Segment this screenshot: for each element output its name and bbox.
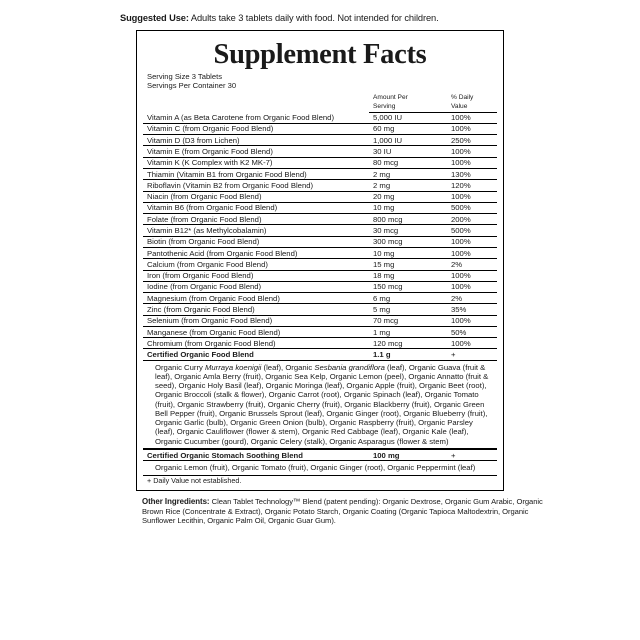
nutrient-daily-value: 100% — [447, 315, 497, 326]
table-row — [143, 157, 497, 168]
table-row — [143, 225, 497, 236]
header-daily-value: % Daily Value — [447, 92, 497, 112]
nutrient-amount: 2 mg — [369, 180, 447, 191]
header-blank — [143, 92, 369, 112]
footnote: + Daily Value not established. — [143, 475, 497, 487]
table-row — [143, 293, 497, 304]
nutrient-name: Vitamin C (from Organic Food Blend) — [143, 123, 369, 134]
nutrient-daily-value: 100% — [447, 146, 497, 157]
nutrient-amount: 1,000 IU — [369, 135, 447, 146]
nutrient-name: Pantothenic Acid (from Organic Food Blend) — [143, 247, 369, 258]
blend-name: Certified Organic Food Blend — [143, 349, 369, 360]
blend-row — [143, 349, 497, 360]
table-row — [143, 315, 497, 326]
nutrient-amount: 120 mcg — [369, 338, 447, 349]
nutrient-name: Calcium (from Organic Food Blend) — [143, 259, 369, 270]
page-title: Supplement Facts — [213, 39, 427, 70]
table-row — [143, 304, 497, 315]
other-ingredients-line2: Organic Brown Rice (Concentrate & Extract), Organic Potato Starch, Organic Coating (Organic Tapioca — [142, 497, 543, 516]
blend-ingredients-cell — [143, 360, 497, 449]
nutrient-amount: 5 mg — [369, 304, 447, 315]
header-amount-per-serving: Amount Per Serving — [369, 92, 447, 112]
serving-info — [143, 73, 497, 90]
nutrient-amount: 10 mg — [369, 202, 447, 213]
table-row — [143, 259, 497, 270]
nutrient-daily-value: 130% — [447, 168, 497, 179]
nutrient-name: Niacin (from Organic Food Blend) — [143, 191, 369, 202]
nutrient-daily-value: 2% — [447, 293, 497, 304]
nutrient-daily-value: 200% — [447, 214, 497, 225]
nutrient-daily-value: 100% — [447, 112, 497, 123]
table-row — [143, 236, 497, 247]
nutrient-amount: 1 mg — [369, 326, 447, 337]
nutrient-name: Chromium (from Organic Food Blend) — [143, 338, 369, 349]
other-ingredients-line3: Maltodextrin, Organic Sunflower Lecithin, Organic Palm Oil, Organic Guar Gum). — [142, 506, 529, 526]
nutrient-amount: 150 mcg — [369, 281, 447, 292]
blend-ingredients-row — [143, 360, 497, 449]
nutrient-daily-value: 500% — [447, 225, 497, 236]
suggested-use-line — [120, 12, 626, 24]
nutrient-amount: 5,000 IU — [369, 112, 447, 123]
nutrient-amount: 30 IU — [369, 146, 447, 157]
servings-per-container: Servings Per Container 30 — [147, 80, 237, 90]
nutrient-amount: 300 mcg — [369, 236, 447, 247]
nutrient-name: Vitamin E (from Organic Food Blend) — [143, 146, 369, 157]
table-row — [143, 270, 497, 281]
nutrient-daily-value: 100% — [447, 236, 497, 247]
nutrient-daily-value: 2% — [447, 259, 497, 270]
nutrient-name: Thiamin (Vitamin B1 from Organic Food Blend) — [143, 168, 369, 179]
nutrient-daily-value: 100% — [447, 123, 497, 134]
table-row — [143, 247, 497, 258]
other-ingredients-line1: Clean Tablet Technology™ Blend (patent pending): Organic Dextrose, Organic Gum Arabic, — [211, 497, 515, 507]
nutrient-amount: 2 mg — [369, 168, 447, 179]
nutrient-name: Zinc (from Organic Food Blend) — [143, 304, 369, 315]
other-ingredients-label: Other Ingredients: — [142, 497, 210, 507]
table-row — [143, 338, 497, 349]
table-row — [143, 281, 497, 292]
blend-ingredients-text: Organic Lemon (fruit), Organic Tomato (fruit), Organic Ginger (root), Organic Peppermint (leaf) — [155, 463, 476, 473]
nutrient-daily-value: 100% — [447, 191, 497, 202]
nutrient-daily-value: 100% — [447, 270, 497, 281]
nutrition-table — [143, 92, 497, 474]
nutrient-name: Iodine (from Organic Food Blend) — [143, 281, 369, 292]
nutrient-amount: 10 mg — [369, 247, 447, 258]
nutrient-name: Vitamin K (K Complex with K2 MK-7) — [143, 157, 369, 168]
nutrient-daily-value: 100% — [447, 281, 497, 292]
nutrient-daily-value: 500% — [447, 202, 497, 213]
table-row — [143, 112, 497, 123]
table-row — [143, 135, 497, 146]
nutrient-name: Vitamin A (as Beta Carotene from Organic Food Blend) — [143, 112, 369, 123]
blend-ingredients-text: Organic Curry Murraya koenigii (leaf), Organic Sesbania grandiflora (leaf), Organic Guava (fruit & leaf), Organic Amla Berry (fruit), Organic Sea Kelp, Organic Lemon (peel), Organic Annatto (fruit & seed), Organic Holy Basil (leaf), Organic Moringa (leaf), Organic Apple (fruit), Organic Beet (root), Organic Broccoli (stalk & flower), Organic Carrot (root), Organic Spinach (leaf), Organic Tomato (fruit), Organic Strawberry (fruit), Organic Cherry (fruit), Organic Blackberry (fruit), Organic Green Bell Pepper (fruit), Organic Brussels Sprout (leaf), Organic Ginger (root), Organic Blueberry (fruit), Organic Garlic (bulb), Organic Green Onion (bulb), Organic Raspberry (fruit), Organic Parsley (leaf), Organic Cauliflower (flower & stem), Organic Red Cabbage (leaf), Organic Kale (leaf), Organic Cucumber (gourd), Organic Celery (stalk), Organic Asparagus (flower & stem) — [143, 361, 497, 449]
supplement-facts-panel — [136, 30, 504, 491]
nutrient-name: Riboflavin (Vitamin B2 from Organic Food Blend) — [143, 180, 369, 191]
blend-ingredients-row — [143, 461, 497, 475]
nutrient-amount: 60 mg — [369, 123, 447, 134]
table-row — [143, 214, 497, 225]
blend-daily-value: + — [447, 349, 497, 360]
nutrient-name: Selenium (from Organic Food Blend) — [143, 315, 369, 326]
nutrient-name: Folate (from Organic Food Blend) — [143, 214, 369, 225]
nutrient-name: Biotin (from Organic Food Blend) — [143, 236, 369, 247]
blend-daily-value: + — [447, 449, 497, 460]
nutrient-daily-value: 100% — [447, 247, 497, 258]
nutrient-name: Vitamin D (D3 from Lichen) — [143, 135, 369, 146]
blend-amount: 100 mg — [369, 449, 447, 460]
blend-amount: 1.1 g — [369, 349, 447, 360]
nutrient-amount: 70 mcg — [369, 315, 447, 326]
nutrient-daily-value: 100% — [447, 338, 497, 349]
nutrient-daily-value: 35% — [447, 304, 497, 315]
nutrient-amount: 800 mcg — [369, 214, 447, 225]
nutrient-daily-value: 120% — [447, 180, 497, 191]
nutrient-amount: 18 mg — [369, 270, 447, 281]
blend-name: Certified Organic Stomach Soothing Blend — [143, 449, 369, 460]
serving-size: Serving Size 3 Tablets — [147, 72, 222, 81]
table-row — [143, 123, 497, 134]
nutrient-amount: 30 mcg — [369, 225, 447, 236]
suggested-use-text: Adults take 3 tablets daily with food. Not intended for children. — [190, 13, 439, 23]
nutrient-name: Vitamin B6 (from Organic Food Blend) — [143, 202, 369, 213]
table-header-row — [143, 92, 497, 112]
table-row — [143, 202, 497, 213]
nutrient-name: Vitamin B12* (as Methylcobalamin) — [143, 225, 369, 236]
nutrient-daily-value: 250% — [447, 135, 497, 146]
nutrient-amount: 6 mg — [369, 293, 447, 304]
nutrient-name: Iron (from Organic Food Blend) — [143, 270, 369, 281]
table-row — [143, 326, 497, 337]
nutrient-amount: 20 mg — [369, 191, 447, 202]
table-row — [143, 191, 497, 202]
nutrient-amount: 15 mg — [369, 259, 447, 270]
table-row — [143, 146, 497, 157]
nutrient-daily-value: 100% — [447, 157, 497, 168]
other-ingredients — [142, 497, 562, 526]
nutrient-name: Manganese (from Organic Food Blend) — [143, 326, 369, 337]
table-row — [143, 180, 497, 191]
nutrient-amount: 80 mcg — [369, 157, 447, 168]
blend-row — [143, 449, 497, 460]
nutrient-name: Magnesium (from Organic Food Blend) — [143, 293, 369, 304]
blend-ingredients-cell — [143, 461, 497, 475]
suggested-use-label: Suggested Use: — [120, 13, 189, 23]
table-row — [143, 168, 497, 179]
nutrient-daily-value: 50% — [447, 326, 497, 337]
